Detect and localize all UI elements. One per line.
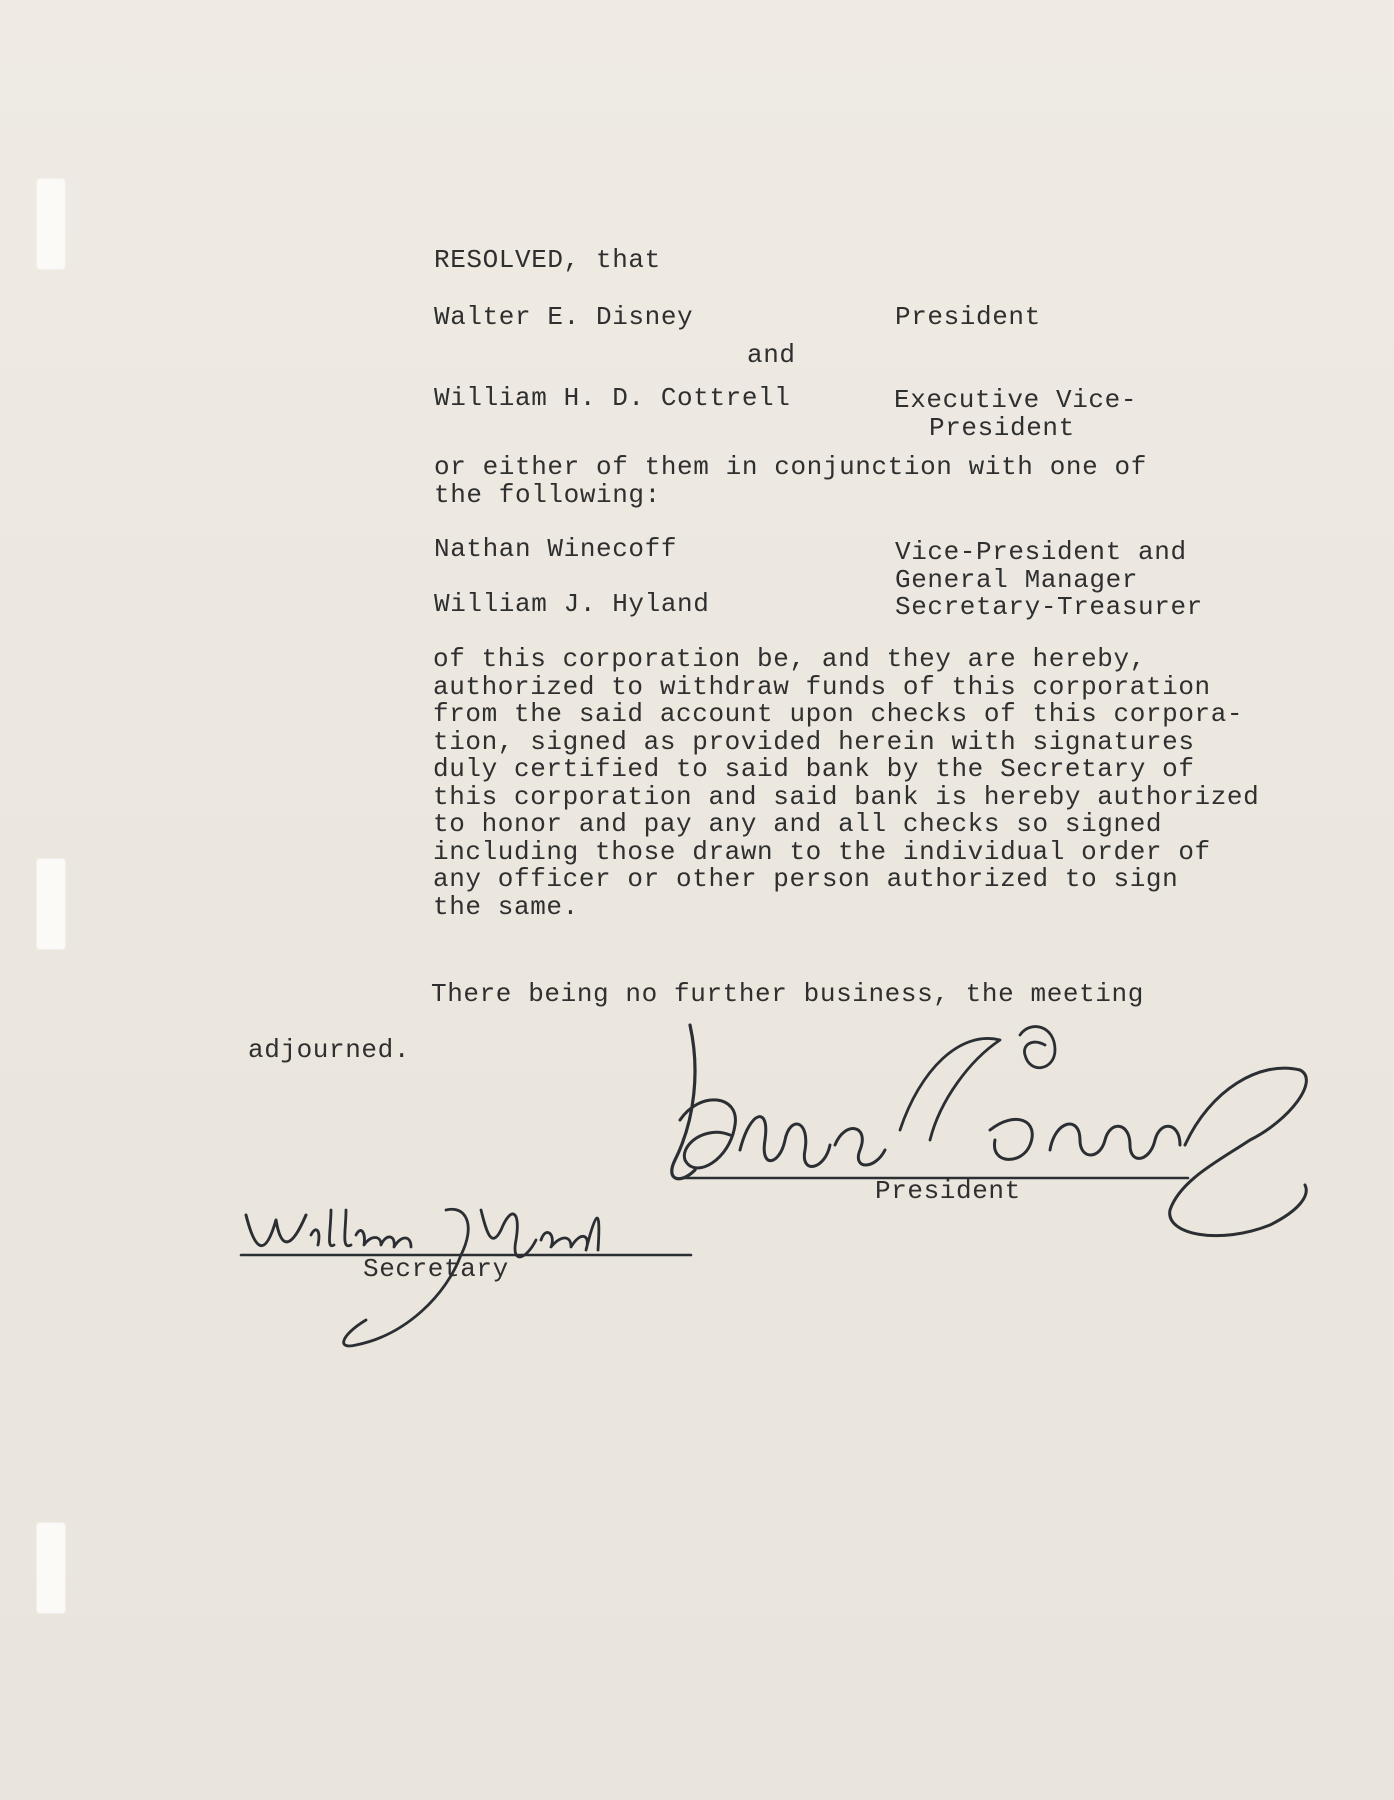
cosigner-title-winecoff-line2: General Manager [895,565,1139,595]
president-label: President [875,1176,1021,1206]
binder-hole [36,858,66,950]
secretary-label: Secretary [363,1254,509,1284]
resolved-heading: RESOLVED, that [434,245,661,275]
signer-title-cottrell-line1: Executive Vice- [894,385,1138,415]
authorization-paragraph: of this corporation be, and they are hereby, authorized to withdraw funds of this corporation from the said account upon checks of this corpora- tion, signed as provided herein with signatures duly certified to said bank by the Secretary of this corporation and said bank is hereby authorized to honor and pay any and all checks so signed including those drawn to the individual order of any officer or other person authorized to sign the same. [433,644,1260,922]
closing-line: There being no further business, the meeting [431,979,1144,1009]
cosigner-title-winecoff-line1: Vice-President and [895,537,1187,567]
binder-hole [36,178,66,270]
conjunction-and: and [747,340,796,370]
signer-title-cottrell-line2: President [929,413,1075,443]
cosigner-name-winecoff: Nathan Winecoff [434,534,678,564]
cosigner-name-hyland: William J. Hyland [434,589,710,619]
president-signature [660,1010,1360,1250]
either-clause: or either of them in conjunction with one of the following: [434,452,1147,510]
binder-hole [36,1522,66,1614]
signer-name-cottrell: William H. D. Cottrell [434,383,791,413]
signer-title-disney: President [895,302,1041,332]
cosigner-title-hyland: Secretary-Treasurer [895,592,1203,622]
signer-name-disney: Walter E. Disney [434,302,694,332]
closing-adjourned: adjourned. [248,1035,411,1065]
